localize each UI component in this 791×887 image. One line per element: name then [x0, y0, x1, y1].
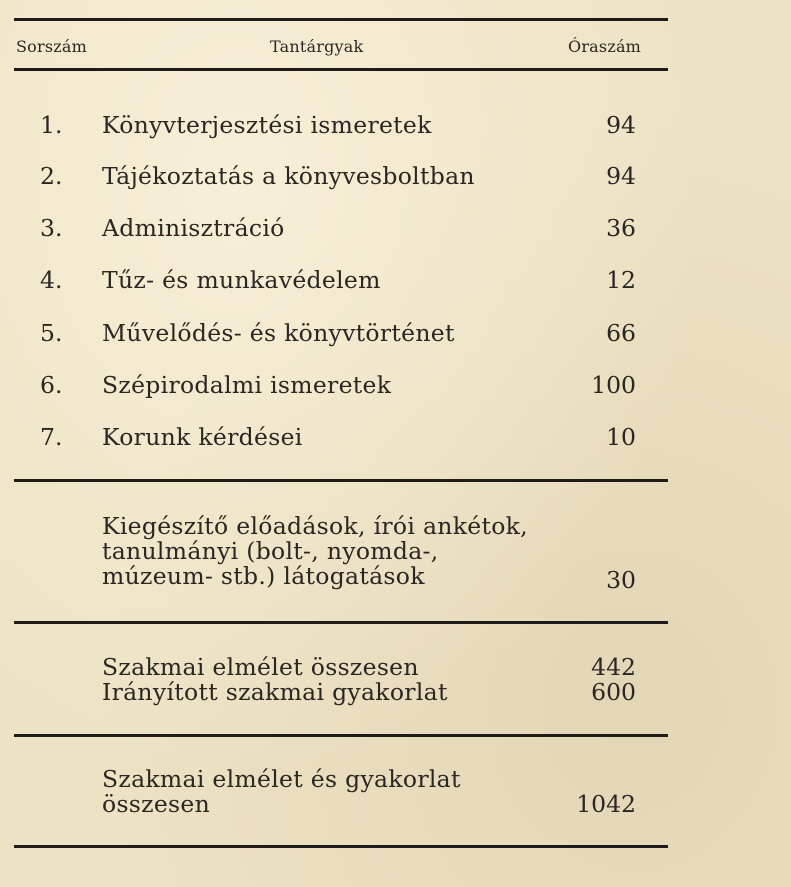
subject-name: Korunk kérdései [102, 423, 303, 451]
grand-total-line: összesen [102, 790, 211, 818]
supplementary-line: múzeum- stb.) látogatások [102, 562, 425, 590]
subject-row [0, 260, 791, 300]
total-hours-theory: 442 [591, 653, 636, 681]
subject-hours: 94 [606, 111, 636, 139]
subject-name: Tájékoztatás a könyvesboltban [102, 162, 475, 190]
totals-hours [591, 655, 636, 705]
column-header-subjects: Tantárgyak [270, 37, 364, 56]
total-label-theory: Szakmai elmélet összesen [102, 653, 419, 681]
subject-row [0, 313, 791, 353]
column-header-hours: Óraszám [568, 37, 642, 56]
subject-name: Könyvterjesztési ismeretek [102, 111, 432, 139]
subject-number: 6. [40, 371, 63, 399]
subject-name: Szépirodalmi ismeretek [102, 371, 392, 399]
subject-number: 5. [40, 319, 63, 347]
totals-labels [102, 655, 448, 705]
bottom-rule [14, 845, 668, 848]
subject-number: 1. [40, 111, 63, 139]
subject-name: Művelődés- és könyvtörténet [102, 319, 455, 347]
grand-total-hours: 1042 [576, 790, 636, 818]
subject-number: 3. [40, 214, 63, 242]
subject-row [0, 105, 791, 145]
grand-total-label [102, 767, 461, 817]
total-hours-practice: 600 [591, 678, 636, 706]
subject-hours: 12 [606, 266, 636, 294]
supplementary-line: tanulmányi (bolt-, nyomda-, [102, 537, 439, 565]
section-rule [14, 479, 668, 482]
supplementary-line: Kiegészítő előadások, írói ankétok, [102, 512, 528, 540]
subject-hours: 94 [606, 162, 636, 190]
header-rule [14, 68, 668, 71]
section-rule [14, 734, 668, 737]
subject-number: 4. [40, 266, 63, 294]
subject-row [0, 156, 791, 196]
subject-number: 7. [40, 423, 63, 451]
total-label-practice: Irányított szakmai gyakorlat [102, 678, 448, 706]
supplementary-hours: 30 [606, 566, 636, 594]
subject-hours: 100 [591, 371, 636, 399]
subject-number: 2. [40, 162, 63, 190]
subject-name: Adminisztráció [102, 214, 285, 242]
section-rule [14, 621, 668, 624]
subject-name: Tűz- és munkavédelem [102, 266, 381, 294]
subject-row [0, 417, 791, 457]
top-rule [14, 18, 668, 21]
supplementary-text [102, 514, 528, 589]
grand-total-line: Szakmai elmélet és gyakorlat [102, 765, 461, 793]
subject-hours: 66 [606, 319, 636, 347]
subject-row [0, 208, 791, 248]
subject-hours: 10 [606, 423, 636, 451]
column-header-number: Sorszám [16, 37, 87, 56]
subject-hours: 36 [606, 214, 636, 242]
subject-row [0, 365, 791, 405]
